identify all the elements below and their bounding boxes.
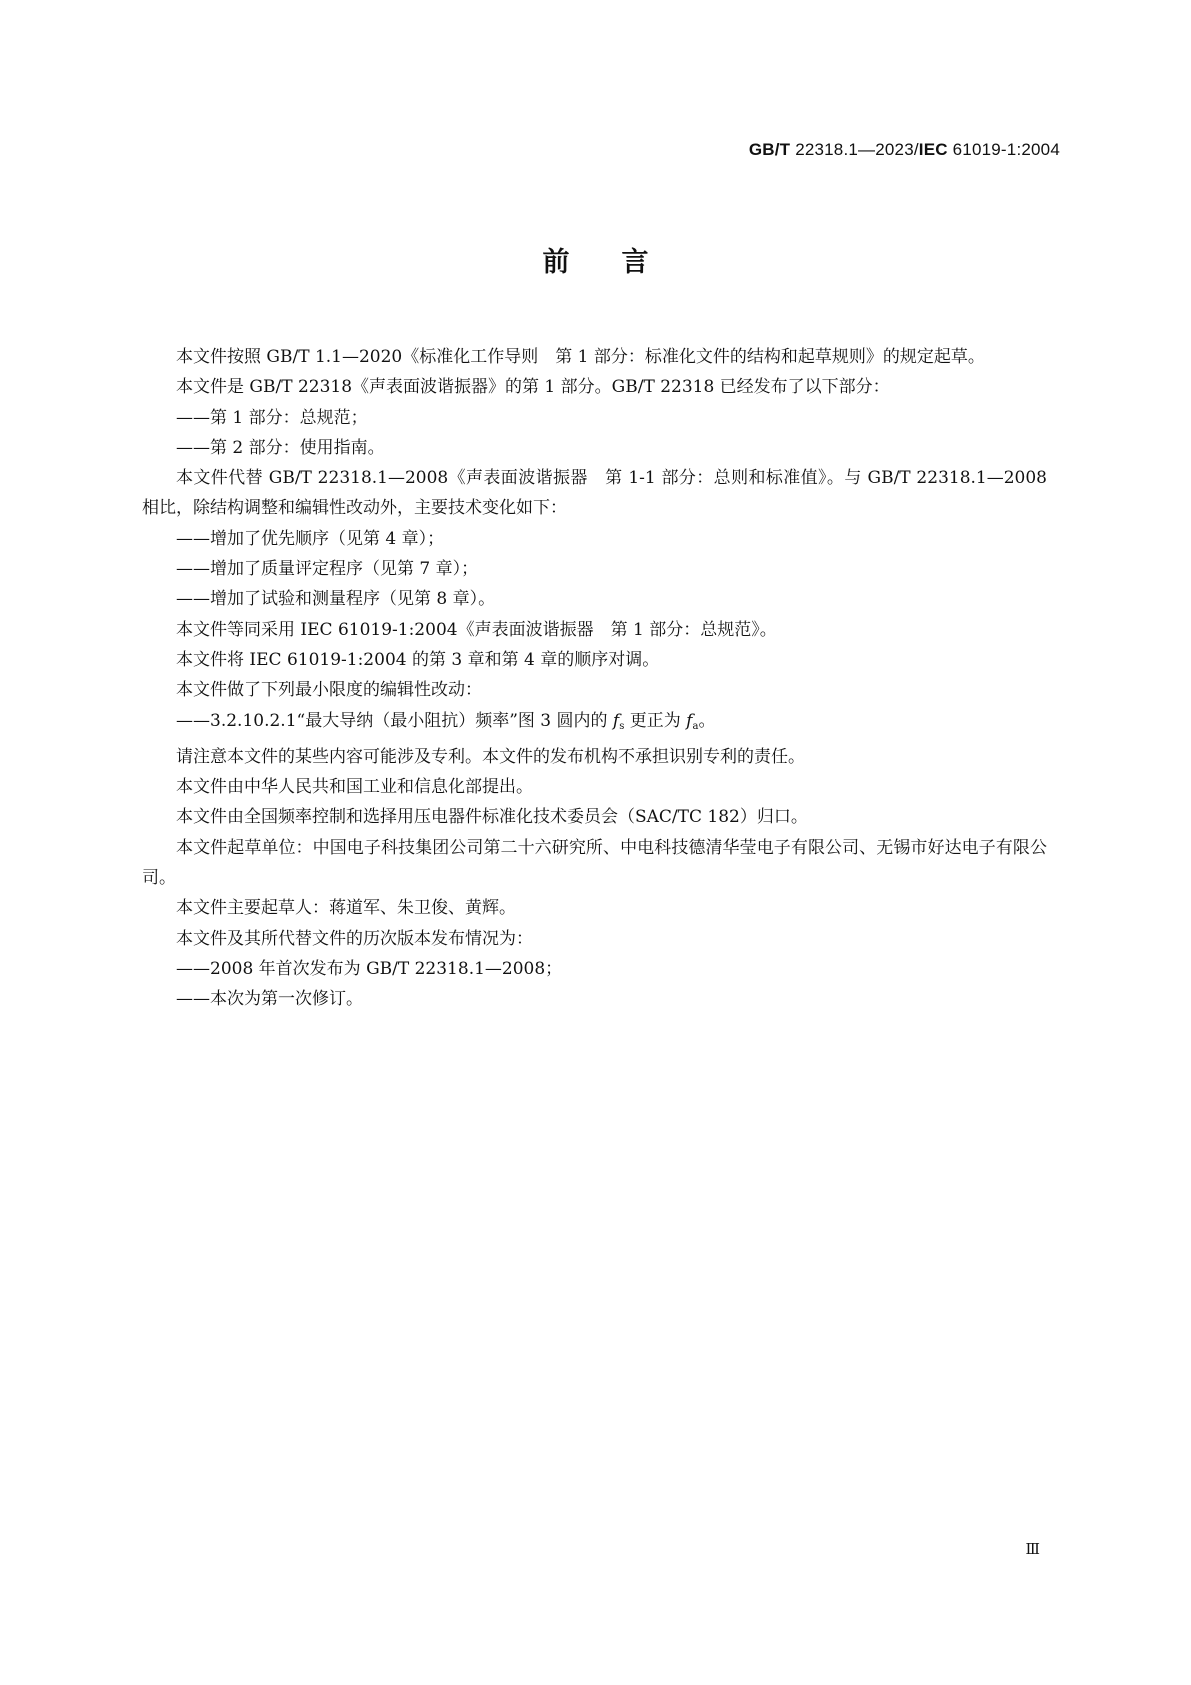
correction-prefix: ——3.2.10.2.1“最大导纳（最小阻抗）频率”图 3 圆内的 (176, 710, 613, 731)
paragraph-version-history: 本文件及其所代替文件的历次版本发布情况为： (176, 928, 533, 949)
iec-prefix: IEC (918, 140, 948, 159)
foreword-body (142, 342, 1047, 1015)
paragraph-identical-adoption: 本文件等同采用 IEC 61019-1:2004《声表面波谐振器 第 1 部分：总规范》。 (176, 619, 777, 640)
list-item-history-2008: ——2008 年首次发布为 GB/T 22318.1—2008； (176, 958, 563, 979)
paragraph-drafters: 本文件主要起草人：蒋道军、朱卫俊、黄辉。 (176, 898, 516, 919)
list-item-part-2: ——第 2 部分：使用指南。 (176, 437, 385, 458)
list-item-correction (142, 706, 1047, 742)
paragraph-drafting-units: 本文件起草单位：中国电子科技集团公司第二十六研究所、中电科技德清华莹电子有限公司、无锡市好达电子有限公司。 (142, 837, 1047, 889)
paragraph-under-jurisdiction: 本文件由全国频率控制和选择用压电器件标准化技术委员会（SAC/TC 182）归口。 (176, 807, 808, 828)
paragraph-proposed-by: 本文件由中华人民共和国工业和信息化部提出。 (176, 777, 533, 798)
paragraph-replaces: 本文件代替 GB/T 22318.1—2008《声表面波谐振器 第 1-1 部分：总则和标准值》。与 GB/T 22318.1—2008 相比，除结构调整和编辑性改动外，主要技术变化如下： (142, 468, 1047, 519)
paragraph-part-overview: 本文件是 GB/T 22318《声表面波谐振器》的第 1 部分。GB/T 22318 已经发布了以下部分： (176, 377, 890, 398)
correction-suffix: 。 (698, 710, 716, 731)
paragraph-drafting-rules: 本文件按照 GB/T 1.1—2020《标准化工作导则 第 1 部分：标准化文件的结构和起草规则》的规定起草。 (176, 347, 985, 367)
list-item-part-1: ——第 1 部分：总规范； (176, 407, 368, 428)
page-number: Ⅲ (1025, 1542, 1039, 1558)
correction-middle: 更正为 (624, 710, 687, 731)
standard-prefix: GB/T (748, 140, 791, 159)
subscript-old: s (619, 720, 625, 732)
paragraph-patent-notice: 请注意本文件的某些内容可能涉及专利。本文件的发布机构不承担识别专利的责任。 (176, 746, 805, 767)
list-item-history-revision: ——本次为第一次修订。 (176, 989, 363, 1010)
iec-number: 61019-1:2004 (947, 140, 1060, 159)
list-item-change-1: ——增加了优先顺序（见第 4 章）； (176, 528, 445, 549)
paragraph-chapter-swap: 本文件将 IEC 61019-1:2004 的第 3 章和第 4 章的顺序对调。 (176, 649, 660, 670)
standard-code-header (749, 140, 1060, 160)
page-title: 前言 (542, 247, 701, 278)
standard-number: 22318.1—2023/ (790, 140, 919, 159)
symbol-f-old: f (612, 710, 620, 731)
subscript-new: a (692, 720, 699, 732)
list-item-change-2: ——增加了质量评定程序（见第 7 章）； (176, 559, 479, 580)
list-item-change-3: ——增加了试验和测量程序（见第 8 章）。 (176, 589, 496, 610)
symbol-f-new: f (686, 710, 693, 731)
paragraph-editorial-changes: 本文件做了下列最小限度的编辑性改动： (176, 680, 482, 701)
